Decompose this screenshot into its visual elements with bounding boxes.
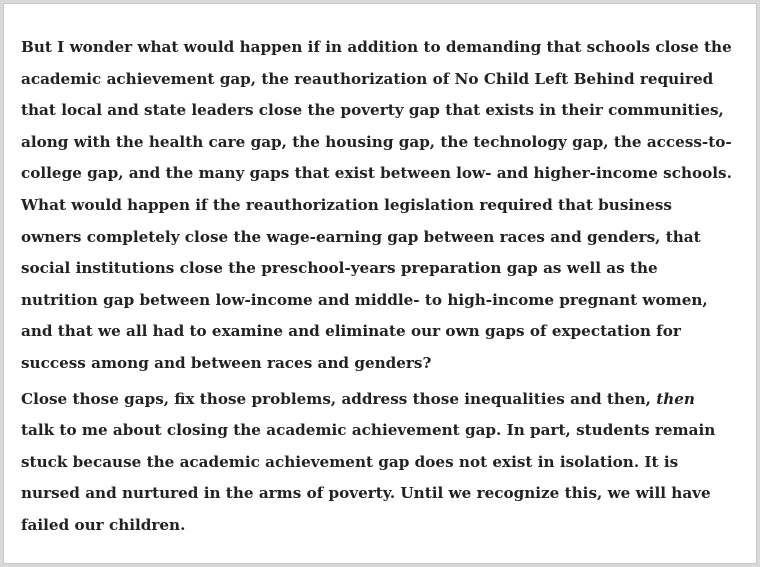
document-body (21, 32, 733, 542)
paragraph-1: But I wonder what would happen if in addition to demanding that schools close the academic achievement gap, the reauthorization of No Child Left Behind required that local and state leaders close the poverty gap that exists in their communities, along with the health care gap, the housing gap, the technology gap, the access-to-college gap, and the many gaps that exist between low- and higher-income schools. What would happen if the reauthorization legislation required that business owners completely close the wage-earning gap between races and genders, that social institutions close the preschool-years preparation gap as well as the nutrition gap between low-income and middle- to high-income pregnant women, and that we all had to examine and eliminate our own gaps of expectation for success among and between races and genders? (21, 38, 732, 372)
paragraph-2-part-1: Close those gaps, fix those problems, address those inequalities and then, (21, 389, 657, 408)
document-page (3, 3, 757, 564)
paragraph-2-part-2: talk to me about closing the academic achievement gap. In part, students remain stuck because the academic achievement gap does not exist in isolation. It is nursed and nurtured in the arms of poverty. Until we recognize this, we will have failed our children. (21, 421, 716, 534)
paragraph-2-emphasis: then (656, 389, 695, 408)
paragraph-2 (21, 384, 733, 542)
